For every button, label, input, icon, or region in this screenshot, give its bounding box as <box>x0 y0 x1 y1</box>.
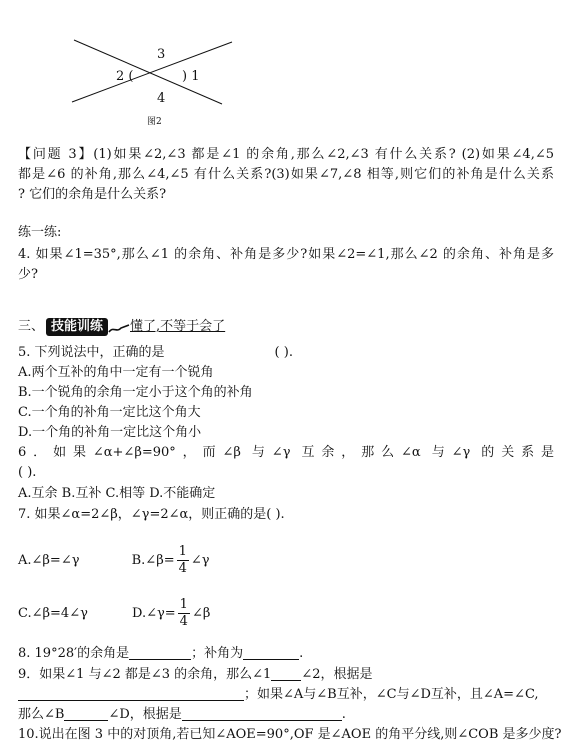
q6-line2: ( ). <box>18 465 37 480</box>
q7-row1 <box>18 541 210 581</box>
q9-line1-middle: ∠2，根据是 <box>301 667 373 682</box>
q5-option-b: B.一个锐角的余角一定小于这个角的补角 <box>18 385 253 400</box>
q9-blank-reason-1[interactable] <box>18 686 244 701</box>
q7-option-c: C.∠β=4∠γ <box>18 606 88 621</box>
practice-heading: 练一练: <box>18 225 62 240</box>
q9-line3-middle: ∠D，根据是 <box>108 707 182 722</box>
problem3-line1: 【问题 3】(1)如果∠2,∠3 都是∠1 的余角,那么∠2,∠3 有什么关系? (2)如果∠4,∠5 <box>18 147 554 162</box>
q5-option-c: C.一个角的补角一定比这个角大 <box>18 405 201 420</box>
q4-line2: 少? <box>18 267 38 282</box>
q7-option-a: A.∠β=∠γ <box>18 553 80 568</box>
q9-line2 <box>18 686 539 704</box>
q9-line3-end: . <box>341 707 346 722</box>
q8-prefix: 8. 19°28′的余角是 <box>18 646 130 661</box>
line-cd <box>72 42 232 102</box>
q8-blank-complement[interactable] <box>129 645 191 660</box>
q7-stem: 7. 如果∠α=2∠β，∠γ=2∠α，则正确的是( ). <box>18 507 285 522</box>
q7-option-b <box>131 544 210 576</box>
pen-icon <box>108 322 130 332</box>
q7-b-suffix: ∠γ <box>190 553 210 568</box>
q9-line1 <box>18 666 373 684</box>
q6-options: A.互余 B.互补 C.相等 D.不能确定 <box>18 486 216 501</box>
angle-label-4: 4 <box>157 91 166 106</box>
q9-line2-text: ；如果∠A与∠B互补，∠C与∠D互补，且∠A=∠C, <box>244 687 539 702</box>
q7-row2 <box>18 594 210 634</box>
fraction-numerator: 1 <box>179 597 188 612</box>
angle-label-2: 2 ( <box>116 69 134 84</box>
figure-caption: 图2 <box>147 117 162 127</box>
problem3-line3: ? 它们的余角是什么关系? <box>18 187 167 202</box>
q4-line1: 4. 如果∠1=35°,那么∠1 的余角、补角是多少?如果∠2=∠1,那么∠2 的余角、补角是多 <box>18 247 554 262</box>
q9-blank-reason-2[interactable] <box>182 706 342 721</box>
angle-label-3: 3 <box>157 47 166 62</box>
q8-blank-supplement[interactable] <box>243 645 299 660</box>
q9-blank-relation-2[interactable] <box>64 706 108 721</box>
q7-d-prefix: D.∠γ= <box>132 606 176 621</box>
q9-line3 <box>18 706 346 724</box>
q5-option-a: A.两个互补的角中一定有一个锐角 <box>18 365 214 380</box>
q8-line <box>18 645 303 663</box>
q8-middle: ；补角为 <box>191 646 244 661</box>
fraction-numerator: 1 <box>178 544 187 559</box>
problem3-line2: 都是∠6 的补角,那么∠4,∠5 有什么关系?(3)如果∠7,∠8 相等,则它们的补角是什么关系 <box>18 167 554 182</box>
section3-header <box>18 318 225 336</box>
q5-paren: ( ). <box>274 345 293 360</box>
fraction-denominator: 4 <box>178 561 187 576</box>
q10-line: 10.说出在图 3 中的对顶角,若已知∠AOE=90°,OF 是∠AOE 的角平分线,则∠COB 是多少度? <box>18 727 562 742</box>
q5-option-d: D.一个角的补角一定比这个角小 <box>18 425 202 440</box>
q8-end: . <box>299 646 304 661</box>
q7-b-fraction <box>177 544 189 577</box>
q7-d-suffix: ∠β <box>191 606 211 621</box>
q7-d-fraction <box>178 597 190 630</box>
q7-b-prefix: B.∠β= <box>131 553 175 568</box>
q9-line3-prefix: 那么∠B <box>18 707 65 722</box>
q7-option-d <box>132 597 211 629</box>
section3-tagline: 懂了,不等于会了 <box>130 319 226 334</box>
q6-line1: 6．如果∠α+∠β=90°，而∠β 与∠γ 互余，那么∠α 与∠γ 的关系是 <box>18 445 554 460</box>
angle-label-1: ) 1 <box>182 69 200 84</box>
q5-stem: 5. 下列说法中，正确的是 <box>18 345 165 360</box>
figure-2 <box>60 30 260 130</box>
section3-prefix: 三、 <box>18 319 45 334</box>
q9-blank-relation-1[interactable] <box>271 666 301 681</box>
section3-badge: 技能训练 <box>46 318 108 336</box>
q5-stem-line <box>18 344 293 362</box>
fraction-denominator: 4 <box>179 614 188 629</box>
q9-line1-prefix: 9．如果∠1 与∠2 都是∠3 的余角，那么∠1 <box>18 667 272 682</box>
line-ab <box>74 40 222 104</box>
